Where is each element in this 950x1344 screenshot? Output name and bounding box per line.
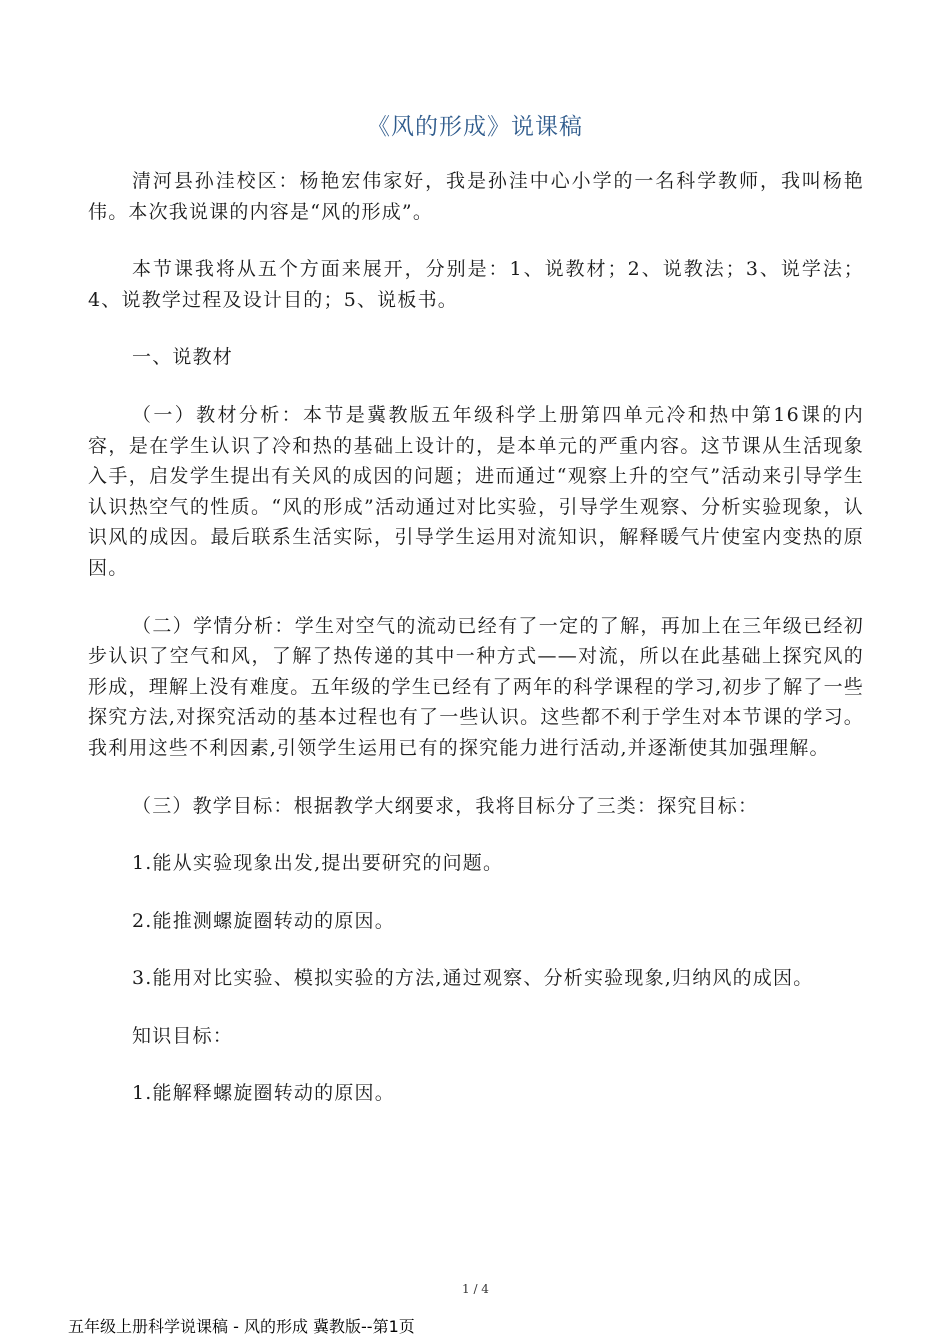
list-item: 1.能从实验现象出发,提出要研究的问题。: [132, 852, 504, 875]
paragraph-material-analysis: （一）教材分析：本节是冀教版五年级科学上册第四单元冷和热中第16课的内容，是在学生认识了冷和热的基础上设计的，是本单元的严重内容。这节课从生活现象入手，启发学生提出有关风的成因的问题；进而通过“观察上升的空气”活动来引导学生认识热空气的性质。“风的形成”活动通过对比实验，引导学生观察、分析实验现象，认识风的成因。最后联系生活实际，引导学生运用对流知识，解释暖气片使室内变热的原因。: [88, 403, 864, 579]
list-item: 2.能推测螺旋圈转动的原因。: [132, 909, 395, 932]
paragraph-teaching-goals: （三）教学目标：根据教学大纲要求，我将目标分了三类：探究目标：: [132, 794, 759, 817]
list-item: 3.能用对比实验、模拟实验的方法,通过观察、分析实验现象,归纳风的成因。: [132, 967, 814, 990]
subheading-knowledge-goals: 知识目标：: [132, 1024, 234, 1047]
page-number: 1 / 4: [462, 1282, 489, 1296]
paragraph-intro: 清河县孙洼校区：杨艳宏伟家好，我是孙洼中心小学的一名科学教师，我叫杨艳伟。本次我说课的内容是“风的形成”。: [88, 170, 864, 223]
footer-caption: 五年级上册科学说课稿 - 风的形成 冀教版--第1页: [68, 1317, 415, 1336]
list-item: 1.能解释螺旋圈转动的原因。: [132, 1082, 395, 1105]
document-title: 《风的形成》说课稿: [367, 114, 583, 140]
section-heading: 一、说教材: [132, 346, 234, 369]
paragraph-student-analysis: （二）学情分析：学生对空气的流动已经有了一定的了解，再加上在三年级已经初步认识了空气和风，了解了热传递的其中一种方式——对流，所以在此基础上探究风的形成，理解上没有难度。五年级的学生已经有了两年的科学课程的学习,初步了解了一些探究方法,对探究活动的基本过程也有了一些认识。这些都不利于学生对本节课的学习。我利用这些不利因素,引领学生运用已有的探究能力进行活动,并逐渐使其加强理解。: [88, 614, 864, 759]
paragraph-outline: 本节课我将从五个方面来展开，分别是：1、说教材；2、说教法；3、说学法；4、说教学过程及设计目的；5、说板书。: [88, 258, 864, 311]
document-body: [88, 166, 864, 1136]
